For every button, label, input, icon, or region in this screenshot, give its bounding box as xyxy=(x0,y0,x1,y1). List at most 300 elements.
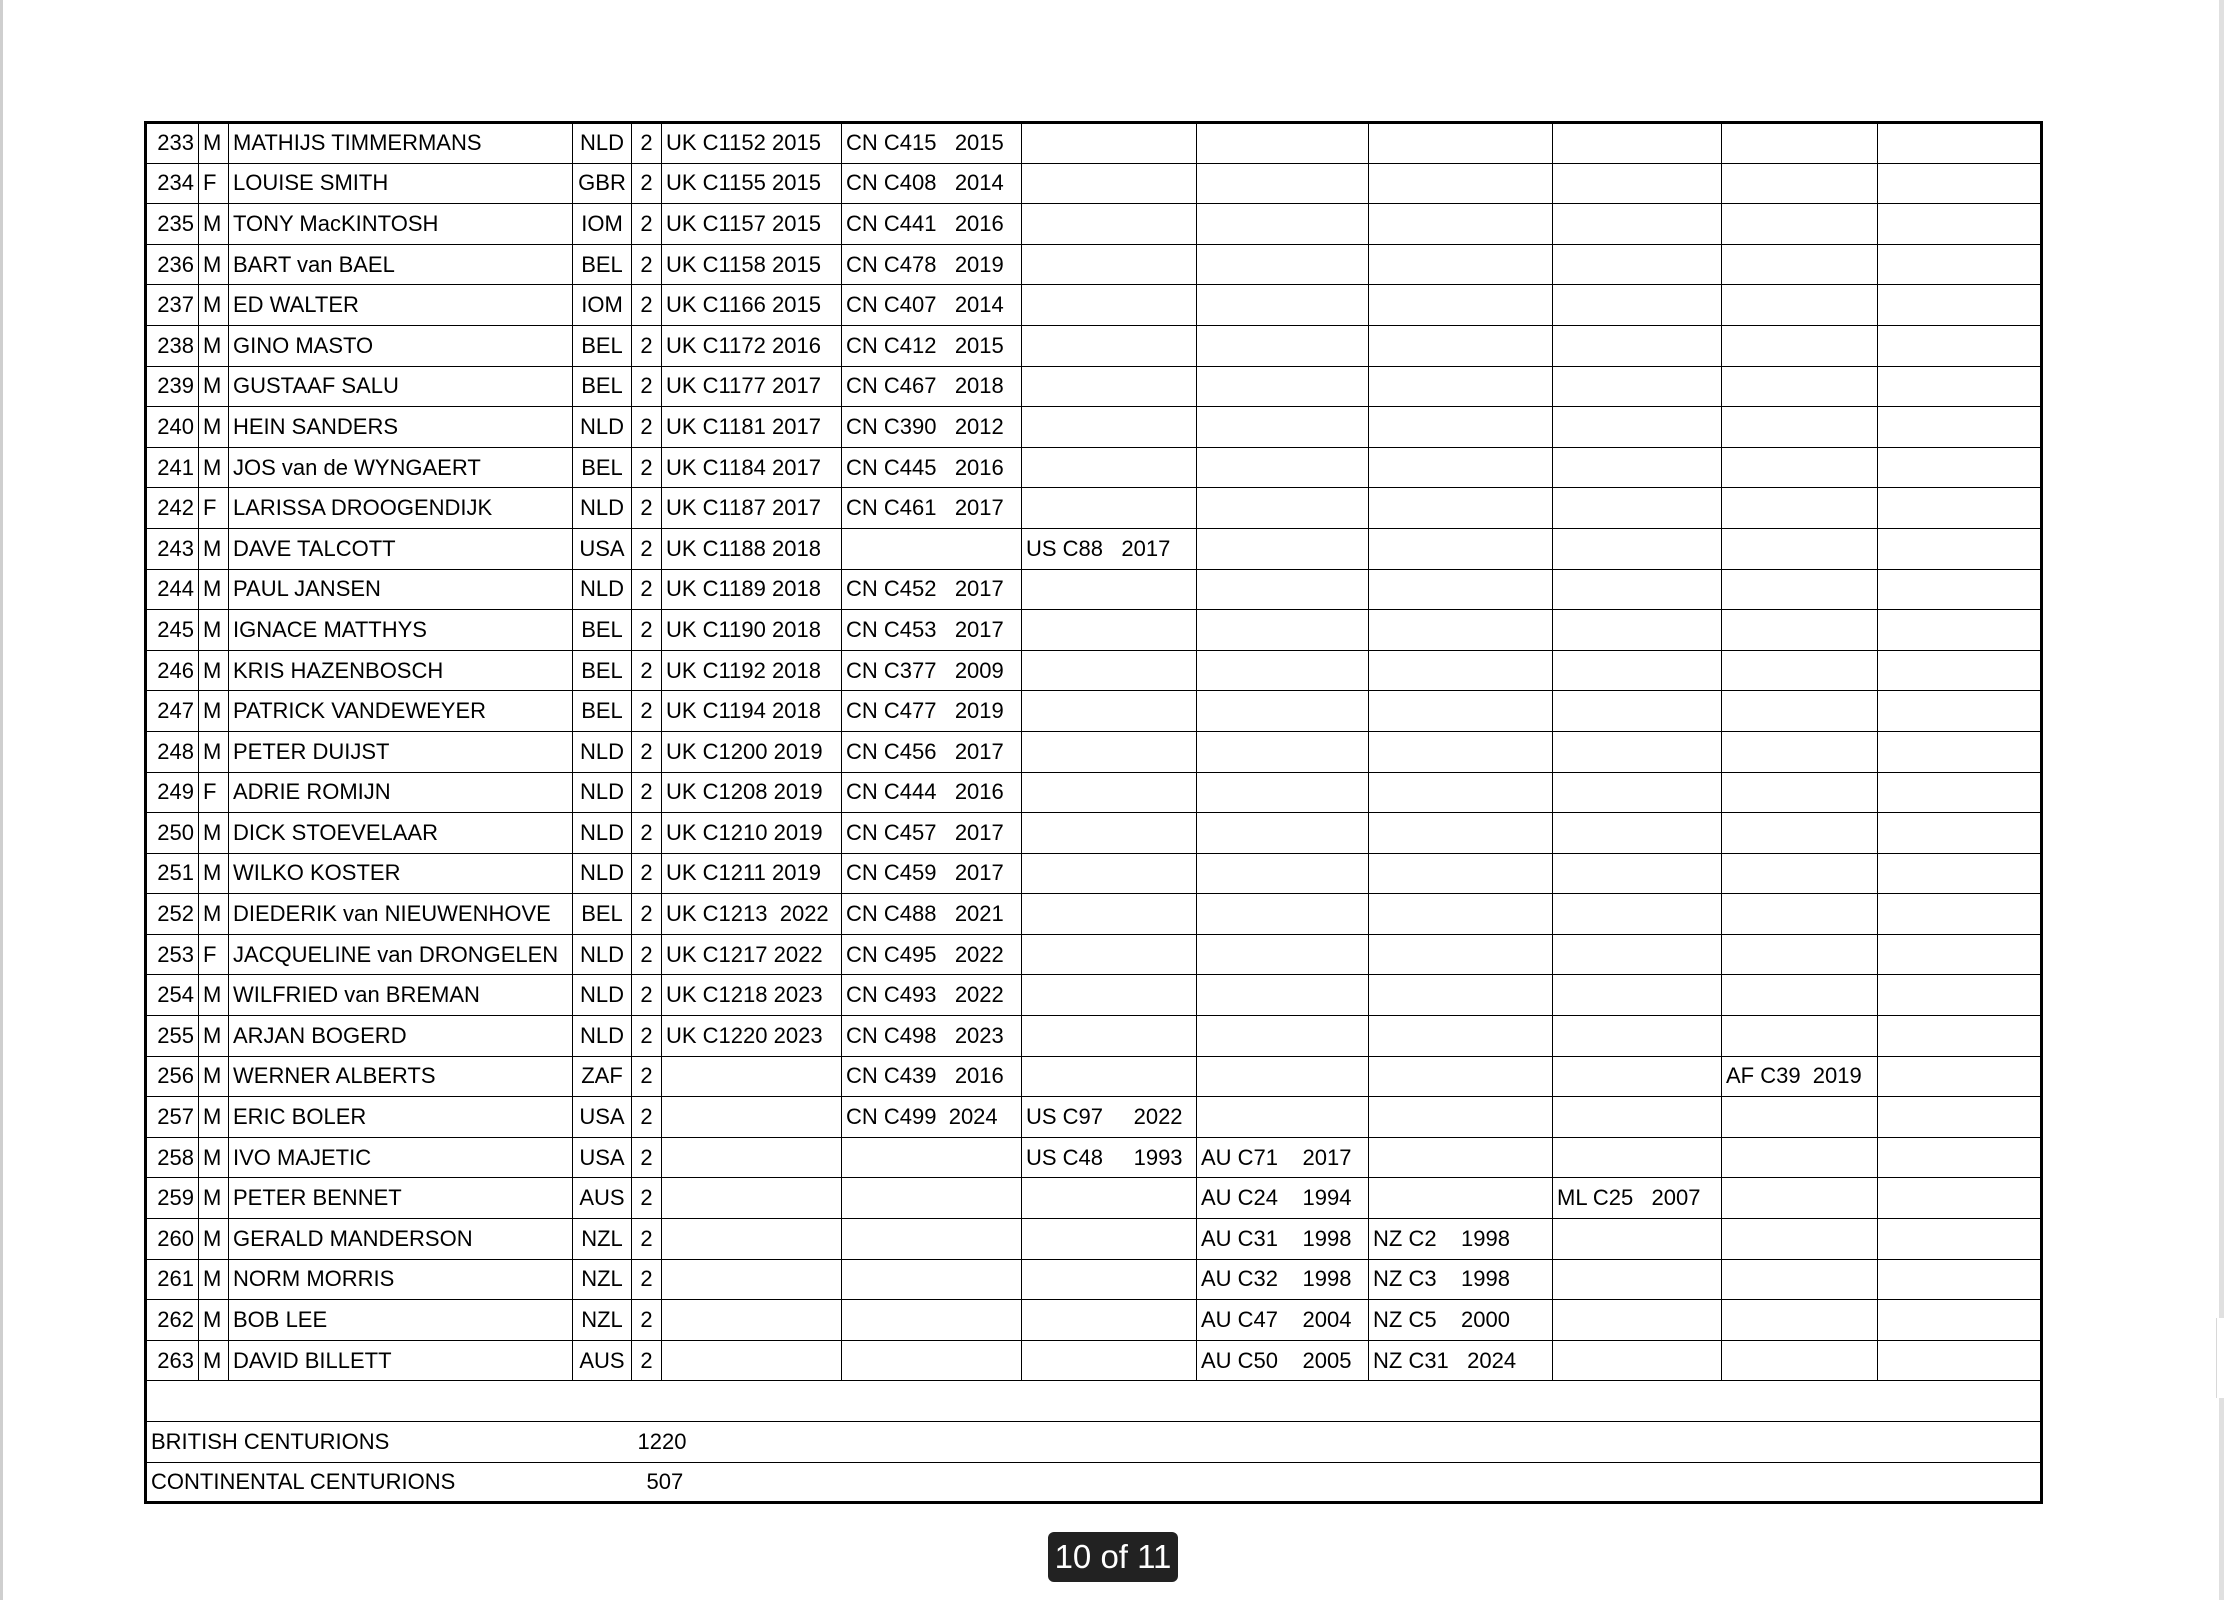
cell-au: AU C71 2017 xyxy=(1197,1137,1369,1178)
table-row xyxy=(146,691,2042,732)
table-row xyxy=(146,975,2042,1016)
table-row xyxy=(146,1300,2042,1341)
cell-extra xyxy=(1878,853,2042,894)
cell-number: 262 xyxy=(146,1300,199,1341)
cell-us xyxy=(1022,894,1197,935)
table-row xyxy=(146,650,2042,691)
cell-au: AU C32 1998 xyxy=(1197,1259,1369,1300)
cell-nz xyxy=(1369,366,1553,407)
cell-extra xyxy=(1878,366,2042,407)
cell-count: 2 xyxy=(632,1056,662,1097)
cell-nz xyxy=(1369,934,1553,975)
cell-nz xyxy=(1369,1056,1553,1097)
cell-country: NZL xyxy=(573,1300,632,1341)
cell-nz: NZ C5 2000 xyxy=(1369,1300,1553,1341)
cell-us: US C48 1993 xyxy=(1022,1137,1197,1178)
table-row xyxy=(146,325,2042,366)
cell-number: 235 xyxy=(146,204,199,245)
cell-us xyxy=(1022,1178,1197,1219)
cell-name: GINO MASTO xyxy=(229,325,573,366)
table-row xyxy=(146,407,2042,448)
cell-af xyxy=(1722,772,1878,813)
cell-extra xyxy=(1878,934,2042,975)
cell-cn: CN C456 2017 xyxy=(842,731,1022,772)
cell-number: 247 xyxy=(146,691,199,732)
cell-sex: F xyxy=(199,163,229,204)
cell-au xyxy=(1197,772,1369,813)
cell-count: 2 xyxy=(632,163,662,204)
cell-cn: CN C441 2016 xyxy=(842,204,1022,245)
cell-name: WILKO KOSTER xyxy=(229,853,573,894)
cell-cn: CN C407 2014 xyxy=(842,285,1022,326)
cell-nz xyxy=(1369,772,1553,813)
centurions-table xyxy=(144,121,2043,1504)
cell-extra xyxy=(1878,1259,2042,1300)
cell-ml xyxy=(1553,1259,1722,1300)
cell-us xyxy=(1022,447,1197,488)
cell-name: BOB LEE xyxy=(229,1300,573,1341)
cell-us xyxy=(1022,1340,1197,1381)
cell-cn: CN C412 2015 xyxy=(842,325,1022,366)
cell-uk: UK C1217 2022 xyxy=(662,934,842,975)
cell-cn: CN C445 2016 xyxy=(842,447,1022,488)
cell-nz: NZ C2 1998 xyxy=(1369,1219,1553,1260)
cell-sex: F xyxy=(199,934,229,975)
cell-uk xyxy=(662,1137,842,1178)
cell-ml xyxy=(1553,1097,1722,1138)
cell-cn: CN C461 2017 xyxy=(842,488,1022,529)
cell-sex: M xyxy=(199,1137,229,1178)
cell-number: 246 xyxy=(146,650,199,691)
cell-us xyxy=(1022,407,1197,448)
cell-cn xyxy=(842,1137,1022,1178)
cell-country: BEL xyxy=(573,325,632,366)
cell-au xyxy=(1197,123,1369,164)
cell-number: 257 xyxy=(146,1097,199,1138)
cell-sex: M xyxy=(199,813,229,854)
cell-us xyxy=(1022,569,1197,610)
summary-row xyxy=(146,1422,2042,1463)
cell-number: 242 xyxy=(146,488,199,529)
cell-af xyxy=(1722,1259,1878,1300)
cell-uk xyxy=(662,1097,842,1138)
cell-number: 255 xyxy=(146,1016,199,1057)
cell-sex: M xyxy=(199,1097,229,1138)
cell-number: 250 xyxy=(146,813,199,854)
cell-cn: CN C493 2022 xyxy=(842,975,1022,1016)
table-row xyxy=(146,934,2042,975)
cell-count: 2 xyxy=(632,731,662,772)
table-row xyxy=(146,610,2042,651)
cell-extra xyxy=(1878,569,2042,610)
cell-name: ED WALTER xyxy=(229,285,573,326)
cell-ml xyxy=(1553,975,1722,1016)
cell-af xyxy=(1722,163,1878,204)
cell-au xyxy=(1197,934,1369,975)
cell-sex: M xyxy=(199,650,229,691)
cell-au xyxy=(1197,528,1369,569)
cell-us xyxy=(1022,610,1197,651)
cell-sex: M xyxy=(199,610,229,651)
cell-extra xyxy=(1878,691,2042,732)
cell-name: DICK STOEVELAAR xyxy=(229,813,573,854)
cell-extra xyxy=(1878,325,2042,366)
cell-cn xyxy=(842,528,1022,569)
cell-cn: CN C467 2018 xyxy=(842,366,1022,407)
cell-name: WILFRIED van BREMAN xyxy=(229,975,573,1016)
cell-sex: F xyxy=(199,772,229,813)
cell-name: TONY MacKINTOSH xyxy=(229,204,573,245)
cell-uk: UK C1213 2022 xyxy=(662,894,842,935)
cell-count: 2 xyxy=(632,366,662,407)
cell-name: ERIC BOLER xyxy=(229,1097,573,1138)
cell-name: ARJAN BOGERD xyxy=(229,1016,573,1057)
cell-sex: M xyxy=(199,1016,229,1057)
cell-name: JACQUELINE van DRONGELEN xyxy=(229,934,573,975)
table-row xyxy=(146,813,2042,854)
cell-sex: M xyxy=(199,1300,229,1341)
cell-number: 245 xyxy=(146,610,199,651)
cell-name: WERNER ALBERTS xyxy=(229,1056,573,1097)
cell-sex: M xyxy=(199,244,229,285)
cell-sex: M xyxy=(199,407,229,448)
cell-uk xyxy=(662,1056,842,1097)
cell-ml xyxy=(1553,204,1722,245)
cell-name: LARISSA DROOGENDIJK xyxy=(229,488,573,529)
cell-name: IVO MAJETIC xyxy=(229,1137,573,1178)
cell-ml xyxy=(1553,123,1722,164)
cell-cn xyxy=(842,1340,1022,1381)
cell-af xyxy=(1722,1137,1878,1178)
cell-country: NLD xyxy=(573,772,632,813)
cell-af xyxy=(1722,1178,1878,1219)
cell-cn: CN C408 2014 xyxy=(842,163,1022,204)
cell-af: AF C39 2019 xyxy=(1722,1056,1878,1097)
cell-number: 240 xyxy=(146,407,199,448)
cell-name: DIEDERIK van NIEUWENHOVE xyxy=(229,894,573,935)
cell-country: NLD xyxy=(573,813,632,854)
cell-country: NLD xyxy=(573,934,632,975)
cell-us xyxy=(1022,204,1197,245)
cell-sex: M xyxy=(199,691,229,732)
cell-extra xyxy=(1878,488,2042,529)
cell-extra xyxy=(1878,407,2042,448)
cell-number: 237 xyxy=(146,285,199,326)
cell-au xyxy=(1197,569,1369,610)
cell-nz xyxy=(1369,650,1553,691)
page-left-edge xyxy=(0,0,3,1600)
cell-sex: M xyxy=(199,569,229,610)
cell-extra xyxy=(1878,1300,2042,1341)
cell-count: 2 xyxy=(632,1259,662,1300)
cell-af xyxy=(1722,285,1878,326)
cell-sex: M xyxy=(199,528,229,569)
cell-au xyxy=(1197,366,1369,407)
cell-extra xyxy=(1878,1137,2042,1178)
cell-name: IGNACE MATTHYS xyxy=(229,610,573,651)
cell-ml xyxy=(1553,488,1722,529)
cell-country: NZL xyxy=(573,1259,632,1300)
page-indicator xyxy=(1048,1532,1178,1582)
cell-extra xyxy=(1878,1056,2042,1097)
cell-name: GERALD MANDERSON xyxy=(229,1219,573,1260)
cell-extra xyxy=(1878,528,2042,569)
cell-country: ZAF xyxy=(573,1056,632,1097)
table-row xyxy=(146,244,2042,285)
cell-extra xyxy=(1878,1178,2042,1219)
cell-cn: CN C390 2012 xyxy=(842,407,1022,448)
cell-name: PAUL JANSEN xyxy=(229,569,573,610)
cell-us xyxy=(1022,1300,1197,1341)
cell-us xyxy=(1022,366,1197,407)
cell-cn: CN C377 2009 xyxy=(842,650,1022,691)
cell-number: 236 xyxy=(146,244,199,285)
cell-au xyxy=(1197,610,1369,651)
cell-nz xyxy=(1369,894,1553,935)
cell-cn: CN C415 2015 xyxy=(842,123,1022,164)
cell-count: 2 xyxy=(632,407,662,448)
cell-cn: CN C478 2019 xyxy=(842,244,1022,285)
cell-af xyxy=(1722,407,1878,448)
cell-count: 2 xyxy=(632,691,662,732)
summary-label: BRITISH CENTURIONS xyxy=(146,1422,632,1463)
cell-count: 2 xyxy=(632,528,662,569)
scrollbar-notch[interactable] xyxy=(2216,1318,2224,1398)
cell-au xyxy=(1197,731,1369,772)
cell-us xyxy=(1022,123,1197,164)
cell-country: BEL xyxy=(573,894,632,935)
cell-country: BEL xyxy=(573,244,632,285)
cell-uk: UK C1184 2017 xyxy=(662,447,842,488)
cell-extra xyxy=(1878,975,2042,1016)
table-row xyxy=(146,488,2042,529)
cell-cn: CN C457 2017 xyxy=(842,813,1022,854)
cell-sex: M xyxy=(199,366,229,407)
cell-ml xyxy=(1553,813,1722,854)
cell-us xyxy=(1022,163,1197,204)
cell-au: AU C31 1998 xyxy=(1197,1219,1369,1260)
cell-country: IOM xyxy=(573,285,632,326)
cell-country: NLD xyxy=(573,123,632,164)
table-row xyxy=(146,285,2042,326)
cell-af xyxy=(1722,1300,1878,1341)
cell-ml xyxy=(1553,894,1722,935)
cell-extra xyxy=(1878,447,2042,488)
table-row xyxy=(146,894,2042,935)
cell-cn: CN C477 2019 xyxy=(842,691,1022,732)
cell-us xyxy=(1022,772,1197,813)
table-row xyxy=(146,1178,2042,1219)
cell-au xyxy=(1197,285,1369,326)
cell-us xyxy=(1022,691,1197,732)
cell-uk: UK C1194 2018 xyxy=(662,691,842,732)
cell-country: NLD xyxy=(573,488,632,529)
table-row xyxy=(146,366,2042,407)
cell-count: 2 xyxy=(632,934,662,975)
cell-au xyxy=(1197,244,1369,285)
cell-nz xyxy=(1369,569,1553,610)
cell-number: 241 xyxy=(146,447,199,488)
cell-sex: M xyxy=(199,447,229,488)
cell-uk: UK C1210 2019 xyxy=(662,813,842,854)
cell-number: 263 xyxy=(146,1340,199,1381)
cell-number: 260 xyxy=(146,1219,199,1260)
cell-ml xyxy=(1553,285,1722,326)
cell-cn xyxy=(842,1300,1022,1341)
cell-sex: M xyxy=(199,1340,229,1381)
cell-ml xyxy=(1553,934,1722,975)
cell-nz: NZ C31 2024 xyxy=(1369,1340,1553,1381)
cell-nz xyxy=(1369,853,1553,894)
cell-count: 2 xyxy=(632,610,662,651)
cell-count: 2 xyxy=(632,569,662,610)
cell-name: BART van BAEL xyxy=(229,244,573,285)
cell-nz xyxy=(1369,447,1553,488)
cell-number: 239 xyxy=(146,366,199,407)
table-row xyxy=(146,1137,2042,1178)
cell-ml: ML C25 2007 xyxy=(1553,1178,1722,1219)
cell-count: 2 xyxy=(632,244,662,285)
cell-ml xyxy=(1553,528,1722,569)
cell-count: 2 xyxy=(632,1178,662,1219)
cell-country: USA xyxy=(573,1097,632,1138)
cell-count: 2 xyxy=(632,650,662,691)
cell-name: NORM MORRIS xyxy=(229,1259,573,1300)
cell-number: 249 xyxy=(146,772,199,813)
cell-af xyxy=(1722,1340,1878,1381)
table-row xyxy=(146,447,2042,488)
table-body xyxy=(146,123,2042,1503)
cell-us: US C88 2017 xyxy=(1022,528,1197,569)
cell-extra xyxy=(1878,1097,2042,1138)
table-row xyxy=(146,1056,2042,1097)
cell-cn: CN C444 2016 xyxy=(842,772,1022,813)
cell-cn: CN C488 2021 xyxy=(842,894,1022,935)
summary-label: CONTINENTAL CENTURIONS xyxy=(146,1462,632,1503)
cell-ml xyxy=(1553,1137,1722,1178)
cell-country: AUS xyxy=(573,1340,632,1381)
cell-name: HEIN SANDERS xyxy=(229,407,573,448)
cell-count: 2 xyxy=(632,772,662,813)
cell-af xyxy=(1722,1016,1878,1057)
cell-country: NLD xyxy=(573,1016,632,1057)
cell-af xyxy=(1722,650,1878,691)
cell-number: 248 xyxy=(146,731,199,772)
cell-name: KRIS HAZENBOSCH xyxy=(229,650,573,691)
cell-number: 256 xyxy=(146,1056,199,1097)
cell-count: 2 xyxy=(632,1137,662,1178)
cell-ml xyxy=(1553,244,1722,285)
cell-number: 252 xyxy=(146,894,199,935)
cell-us xyxy=(1022,731,1197,772)
cell-uk: UK C1187 2017 xyxy=(662,488,842,529)
cell-uk xyxy=(662,1340,842,1381)
cell-country: BEL xyxy=(573,610,632,651)
cell-country: BEL xyxy=(573,650,632,691)
cell-nz xyxy=(1369,1137,1553,1178)
cell-name: GUSTAAF SALU xyxy=(229,366,573,407)
cell-country: NLD xyxy=(573,407,632,448)
cell-count: 2 xyxy=(632,325,662,366)
cell-sex: M xyxy=(199,325,229,366)
cell-name: PETER BENNET xyxy=(229,1178,573,1219)
cell-af xyxy=(1722,1097,1878,1138)
cell-extra xyxy=(1878,610,2042,651)
cell-extra xyxy=(1878,813,2042,854)
cell-ml xyxy=(1553,1340,1722,1381)
cell-number: 243 xyxy=(146,528,199,569)
cell-name: ADRIE ROMIJN xyxy=(229,772,573,813)
cell-ml xyxy=(1553,650,1722,691)
cell-extra xyxy=(1878,772,2042,813)
table-row xyxy=(146,1259,2042,1300)
cell-number: 251 xyxy=(146,853,199,894)
cell-af xyxy=(1722,244,1878,285)
cell-cn: CN C439 2016 xyxy=(842,1056,1022,1097)
cell-country: BEL xyxy=(573,366,632,407)
cell-ml xyxy=(1553,691,1722,732)
cell-af xyxy=(1722,447,1878,488)
table-row xyxy=(146,1016,2042,1057)
cell-name: LOUISE SMITH xyxy=(229,163,573,204)
cell-extra xyxy=(1878,244,2042,285)
cell-country: GBR xyxy=(573,163,632,204)
cell-nz xyxy=(1369,691,1553,732)
cell-af xyxy=(1722,488,1878,529)
summary-value: 507 xyxy=(632,1462,2042,1503)
cell-sex: M xyxy=(199,285,229,326)
cell-uk: UK C1155 2015 xyxy=(662,163,842,204)
cell-sex: M xyxy=(199,853,229,894)
cell-af xyxy=(1722,204,1878,245)
cell-name: DAVID BILLETT xyxy=(229,1340,573,1381)
cell-au: AU C47 2004 xyxy=(1197,1300,1369,1341)
cell-us xyxy=(1022,488,1197,529)
cell-count: 2 xyxy=(632,1300,662,1341)
cell-sex: F xyxy=(199,488,229,529)
cell-uk: UK C1211 2019 xyxy=(662,853,842,894)
cell-number: 259 xyxy=(146,1178,199,1219)
cell-ml xyxy=(1553,731,1722,772)
cell-us xyxy=(1022,650,1197,691)
cell-au xyxy=(1197,1056,1369,1097)
cell-cn: CN C459 2017 xyxy=(842,853,1022,894)
cell-extra xyxy=(1878,123,2042,164)
cell-ml xyxy=(1553,1300,1722,1341)
cell-number: 254 xyxy=(146,975,199,1016)
cell-country: NLD xyxy=(573,569,632,610)
cell-nz: NZ C3 1998 xyxy=(1369,1259,1553,1300)
cell-uk xyxy=(662,1300,842,1341)
cell-number: 261 xyxy=(146,1259,199,1300)
cell-country: NLD xyxy=(573,731,632,772)
cell-ml xyxy=(1553,447,1722,488)
cell-uk: UK C1208 2019 xyxy=(662,772,842,813)
cell-extra xyxy=(1878,285,2042,326)
cell-au: AU C50 2005 xyxy=(1197,1340,1369,1381)
cell-uk: UK C1157 2015 xyxy=(662,204,842,245)
cell-country: USA xyxy=(573,1137,632,1178)
cell-nz xyxy=(1369,488,1553,529)
cell-country: NZL xyxy=(573,1219,632,1260)
cell-nz xyxy=(1369,1097,1553,1138)
cell-uk xyxy=(662,1259,842,1300)
cell-af xyxy=(1722,569,1878,610)
cell-country: NLD xyxy=(573,975,632,1016)
cell-uk: UK C1177 2017 xyxy=(662,366,842,407)
cell-sex: M xyxy=(199,123,229,164)
cell-au: AU C24 1994 xyxy=(1197,1178,1369,1219)
